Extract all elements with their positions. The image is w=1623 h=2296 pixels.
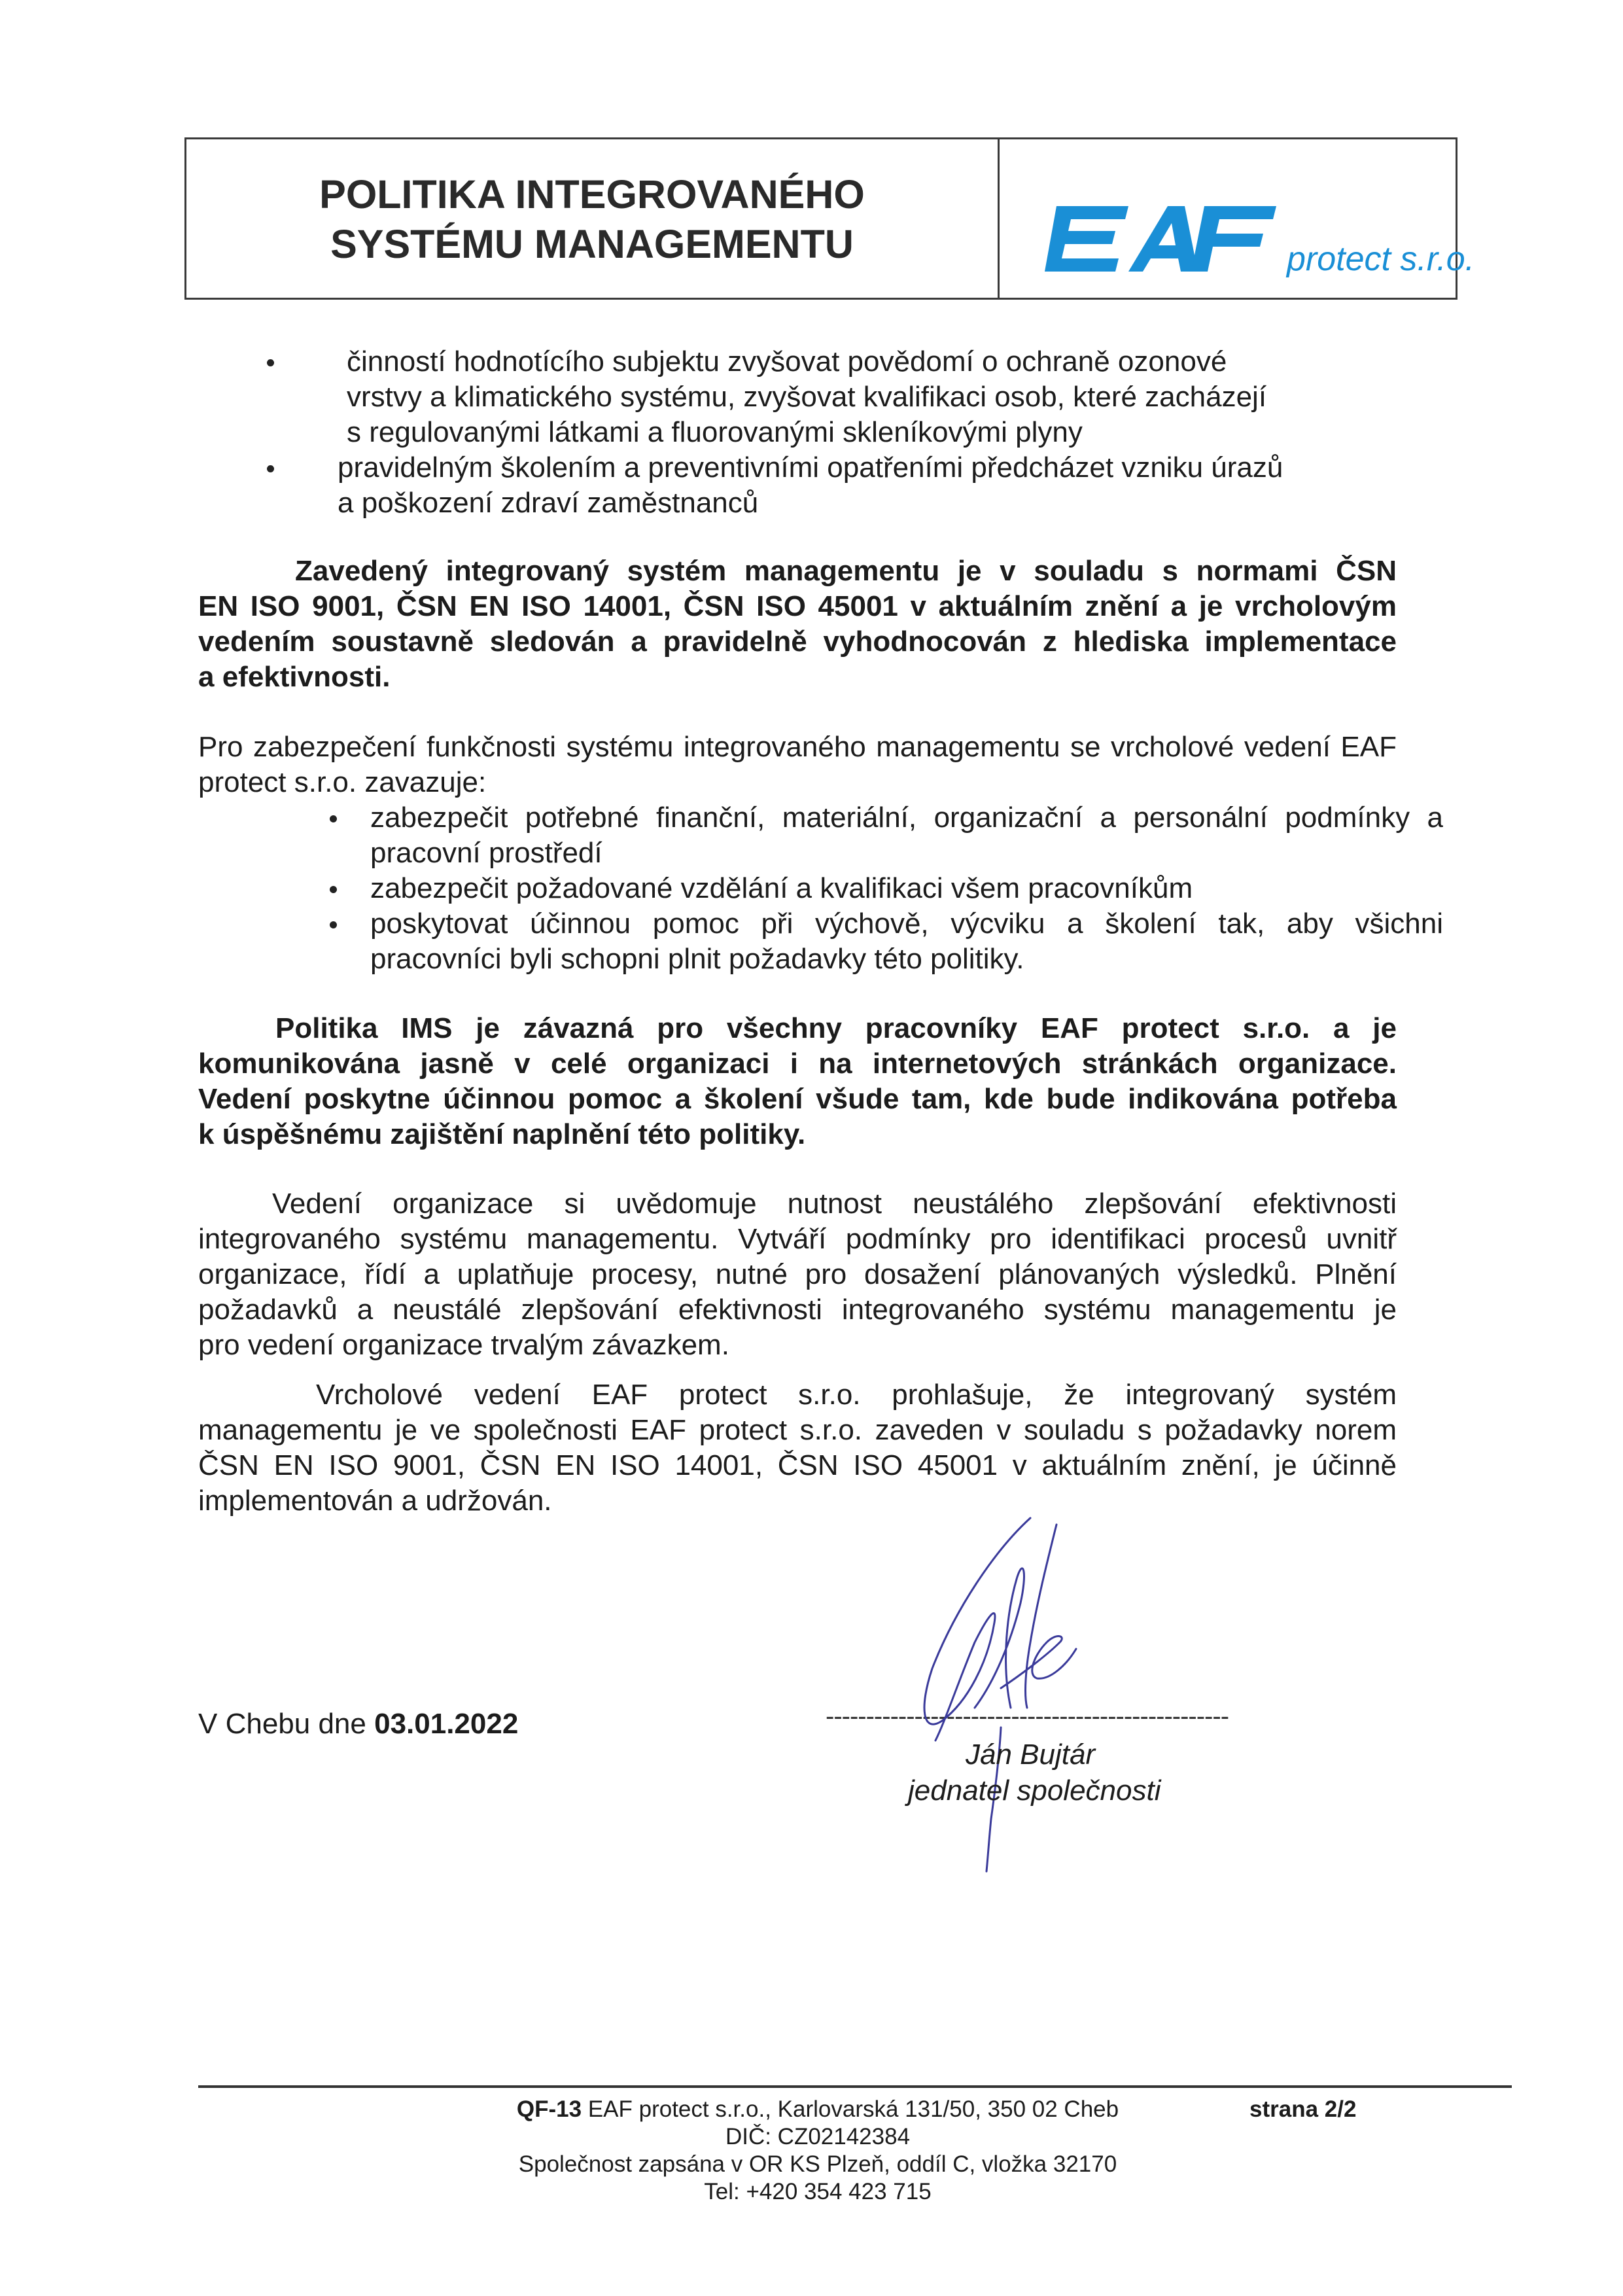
signatory-name: Ján Bujtár	[966, 1739, 1096, 1771]
ims-paragraph	[198, 1011, 1397, 1152]
objectives-bullet-list	[262, 344, 1374, 521]
list-item	[262, 344, 1374, 450]
company-address: EAF protect s.r.o., Karlovarská 131/50, 350 02 Cheb	[582, 2096, 1119, 2122]
place-and-date	[198, 1706, 518, 1742]
bullet-text-line: zabezpečit potřebné finanční, materiální, organizační a personální podmínky a	[370, 802, 1443, 834]
form-code: QF-13	[516, 2096, 582, 2122]
eaf-logo-graphic	[1030, 166, 1475, 283]
paragraph-line: Vrcholové vedení EAF protect s.r.o. prohlašuje, že integrovaný systém	[316, 1379, 1397, 1411]
list-item	[321, 906, 1452, 977]
header-divider	[998, 139, 1000, 298]
declaration-paragraph	[198, 1377, 1397, 1519]
paragraph-line: ČSN EN ISO 9001, ČSN EN ISO 14001, ČSN ISO 45001 v aktuálním znění, je účinně	[198, 1449, 1397, 1481]
commitment-paragraph	[198, 730, 1397, 800]
bullet-text-line: vrstvy a klimatického systému, zvyšovat kvalifikaci osob, které zacházejí	[347, 381, 1267, 413]
bullet-text-line: poskytovat účinnou pomoc při výchově, výcviku a školení tak, aby všichni	[370, 908, 1443, 940]
signature-date: 03.01.2022	[374, 1708, 519, 1740]
document-footer	[393, 2096, 1243, 2206]
logo-mark	[1045, 206, 1276, 272]
logo-subtitle: protect s.r.o.	[1287, 240, 1475, 278]
bullet-text-line: pracovníci byli schopni plnit požadavky této politiky.	[370, 943, 1024, 975]
paragraph-line: k úspěšnému zajištění naplnění této politiky.	[198, 1118, 806, 1150]
bullet-text-line: zabezpečit požadované vzdělání a kvalifikaci všem pracovníkům	[370, 872, 1193, 904]
handwritten-signature	[896, 1511, 1119, 1878]
paragraph-line: protect s.r.o. zavazuje:	[198, 766, 487, 798]
paragraph-line: Vedení poskytne účinnou pomoc a školení všude tam, kde bude indikována potřeba	[198, 1083, 1397, 1115]
bullet-text-line: s regulovanými látkami a fluorovanými skleníkovými plyny	[347, 416, 1083, 448]
title-line-1: POLITIKA INTEGROVANÉHO	[319, 172, 865, 217]
standards-paragraph	[198, 554, 1397, 695]
paragraph-line: integrovaného systému managementu. Vytváří podmínky pro identifikaci procesů uvnitř	[198, 1223, 1397, 1255]
footer-registration: Společnost zapsána v OR KS Plzeň, oddíl C, vložka 32170	[518, 2151, 1117, 2177]
paragraph-line: organizace, řídí a uplatňuje procesy, nutné pro dosažení plánovaných výsledků. Plnění	[198, 1258, 1397, 1290]
document-title	[186, 169, 998, 269]
title-line-2: SYSTÉMU MANAGEMENTU	[330, 222, 854, 266]
footer-tax-id: DIČ: CZ02142384	[725, 2124, 911, 2149]
improvement-paragraph	[198, 1186, 1397, 1363]
paragraph-line: požadavků a neustálé zlepšování efektivnosti integrovaného systému managementu je	[198, 1294, 1397, 1326]
paragraph-line: Vedení organizace si uvědomuje nutnost neustálého zlepšování efektivnosti	[272, 1188, 1397, 1220]
bullet-text-line: činností hodnotícího subjektu zvyšovat povědomí o ochraně ozonové	[347, 345, 1227, 378]
company-logo	[1030, 166, 1475, 283]
place-label: V Chebu dne	[198, 1708, 375, 1740]
bullet-dot	[330, 921, 337, 928]
paragraph-line: EN ISO 9001, ČSN EN ISO 14001, ČSN ISO 45001 v aktuálním znění a je vrcholovým	[198, 590, 1397, 622]
document-header	[184, 137, 1475, 300]
paragraph-line: Politika IMS je závazná pro všechny pracovníky EAF protect s.r.o. a je	[275, 1012, 1397, 1044]
footer-rule	[198, 2085, 1512, 2088]
footer-line-1	[393, 2096, 1243, 2123]
paragraph-line: a efektivnosti.	[198, 661, 391, 693]
footer-phone: Tel: +420 354 423 715	[704, 2179, 932, 2204]
list-item	[262, 450, 1374, 521]
bullet-dot	[267, 465, 274, 472]
bullet-text-line: pravidelným školením a preventivními opatřeními předcházet vzniku úrazů	[338, 451, 1283, 484]
signatory-role: jednatel společnosti	[908, 1775, 1161, 1807]
paragraph-line: Pro zabezpečení funkčnosti systému integrovaného managementu se vrcholové vedení EAF	[198, 731, 1397, 763]
commitment-bullet-list	[321, 800, 1452, 977]
bullet-text-line: pracovní prostředí	[370, 837, 602, 869]
signature-line: --------------------------------------------------	[826, 1702, 1229, 1731]
paragraph-line: Zavedený integrovaný systém managementu je v souladu s normami ČSN	[295, 555, 1397, 587]
paragraph-line: managementu je ve společnosti EAF protect s.r.o. zaveden v souladu s požadavky norem	[198, 1414, 1397, 1446]
bullet-text-line: a poškození zdraví zaměstnanců	[338, 487, 759, 519]
paragraph-line: komunikována jasně v celé organizaci i na internetových stránkách organizace.	[198, 1048, 1397, 1080]
paragraph-line: vedením soustavně sledován a pravidelně vyhodnocován z hlediska implementace	[198, 626, 1397, 658]
bullet-dot	[330, 886, 337, 893]
bullet-dot	[330, 815, 337, 822]
page-number: strana 2/2	[1249, 2096, 1357, 2122]
list-item	[321, 871, 1452, 906]
bullet-dot	[267, 359, 274, 366]
paragraph-line: implementován a udržován.	[198, 1485, 552, 1517]
list-item	[321, 800, 1452, 871]
paragraph-line: pro vedení organizace trvalým závazkem.	[198, 1329, 729, 1361]
